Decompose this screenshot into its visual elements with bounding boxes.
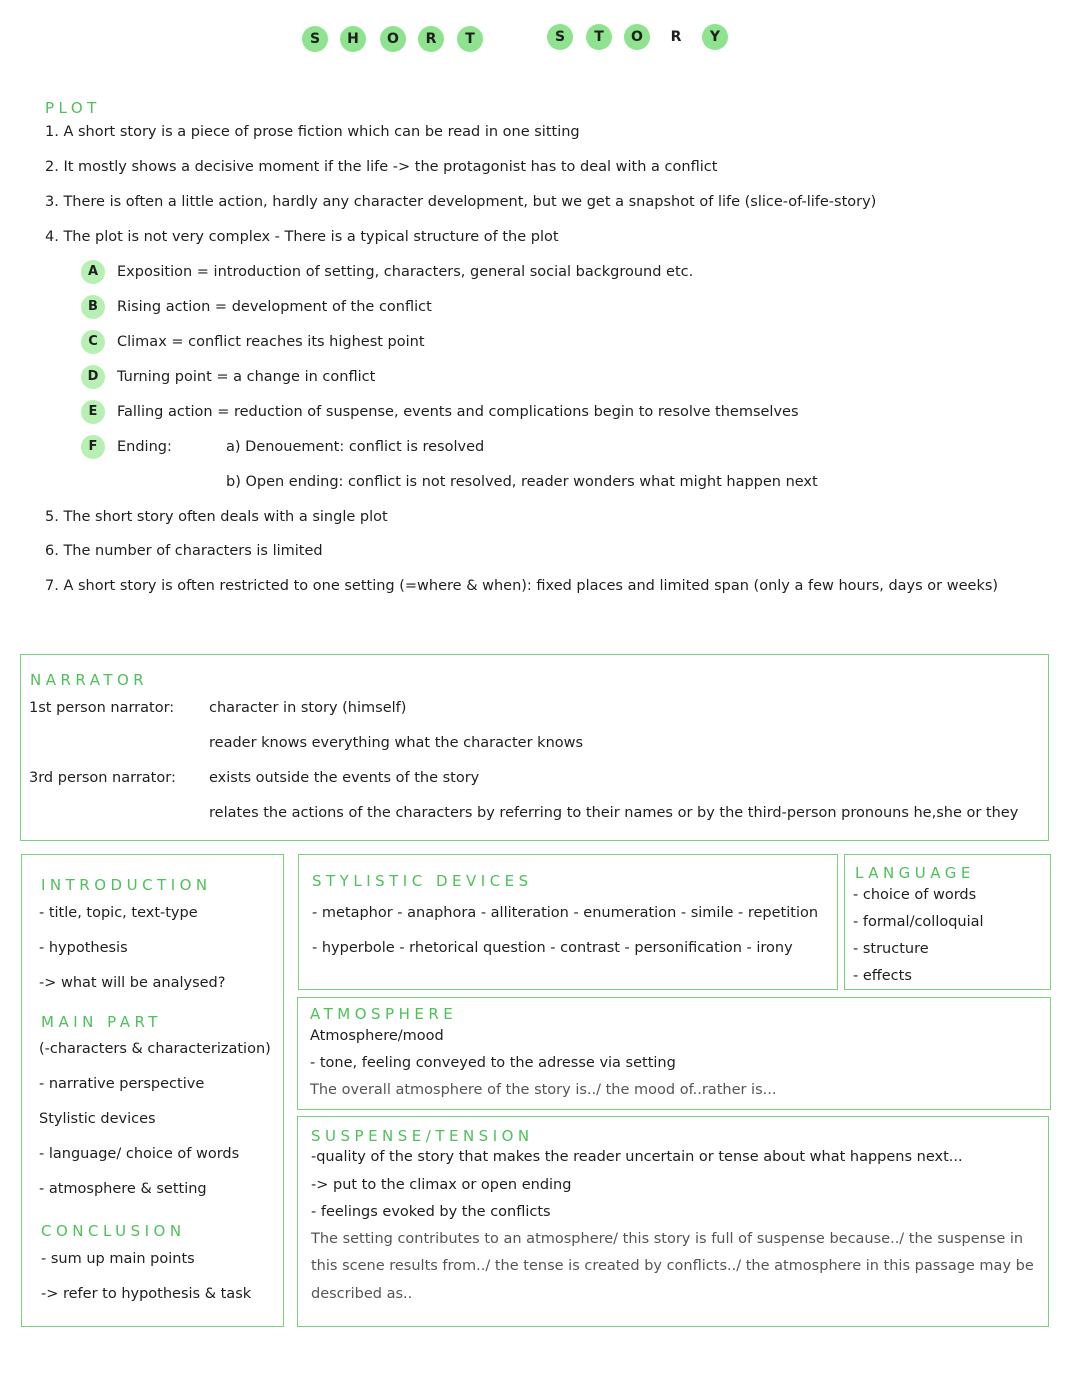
structure-item: Climax = conflict reaches its highest point [117,334,425,350]
language-heading: LANGUAGE [855,864,975,882]
structure-item: Falling action = reduction of suspense, events and complications begin to resolve themselves [117,404,799,420]
title-letter: O [624,24,650,50]
suspense-line: -> put to the climax or open ending [311,1177,572,1193]
plot-point: 7. A short story is often restricted to one setting (=where & when): fixed places and limited span (only a few hours, days or weeks) [45,578,999,594]
title-letter: H [340,26,366,52]
title-letter: O [380,26,406,52]
plot-point: 4. The plot is not very complex - There is a typical structure of the plot [45,229,559,245]
plot-point: 6. The number of characters is limited [45,543,323,559]
title-letter: S [302,26,328,52]
plot-heading: PLOT [45,99,101,117]
introduction-item: -> what will be analysed? [39,975,226,991]
title-letter: T [457,26,483,52]
structure-badge: F [81,435,105,459]
structure-item: Exposition = introduction of setting, characters, general social background etc. [117,264,694,280]
main-part-heading: MAIN PART [41,1013,162,1031]
structure-badge: B [81,295,105,319]
plot-point: 1. A short story is a piece of prose fiction which can be read in one sitting [45,124,580,140]
stylistic-devices-heading: STYLISTIC DEVICES [312,872,533,890]
first-person-desc: reader knows everything what the character knows [209,735,584,751]
introduction-item: - hypothesis [39,940,128,956]
suspense-heading: SUSPENSE/TENSION [311,1127,534,1145]
title-letter: R [670,29,682,45]
title-letter: T [586,24,612,50]
stylistic-devices-line: - metaphor - anaphora - alliteration - enumeration - simile - repetition [312,905,819,921]
main-part-item: (-characters & characterization) [39,1041,271,1057]
structure-item: Rising action = development of the conflict [117,299,432,315]
introduction-item: - title, topic, text-type [39,905,198,921]
introduction-heading: INTRODUCTION [41,876,212,894]
language-item: - choice of words [853,887,977,903]
structure-badge: D [81,365,105,389]
structure-badge: E [81,400,105,424]
third-person-desc: exists outside the events of the story [209,770,480,786]
third-person-label: 3rd person narrator: [29,770,176,786]
first-person-desc: character in story (himself) [209,700,407,716]
suspense-line: this scene results from../ the tense is created by conflicts../ the atmosphere in this passage may be [311,1258,1034,1274]
atmosphere-line: The overall atmosphere of the story is../ the mood of..rather is... [310,1082,777,1098]
structure-badge: C [81,330,105,354]
plot-point: 5. The short story often deals with a single plot [45,509,388,525]
language-item: - effects [853,968,912,984]
ending-b: b) Open ending: conflict is not resolved, reader wonders what might happen next [226,474,818,490]
conclusion-item: -> refer to hypothesis & task [41,1286,252,1302]
third-person-desc: relates the actions of the characters by referring to their names or by the third-person pronouns he,she or they [209,805,1019,821]
title-letter: S [547,24,573,50]
structure-item: Ending: [117,439,172,455]
plot-point: 2. It mostly shows a decisive moment if the life -> the protagonist has to deal with a conflict [45,159,718,175]
main-part-item: Stylistic devices [39,1111,156,1127]
first-person-label: 1st person narrator: [29,700,175,716]
atmosphere-heading: ATMOSPHERE [310,1005,458,1023]
language-item: - formal/colloquial [853,914,984,930]
plot-point: 3. There is often a little action, hardly any character development, but we get a snapshot of life (slice-of-life-story) [45,194,877,210]
main-part-item: - atmosphere & setting [39,1181,207,1197]
main-part-item: - language/ choice of words [39,1146,240,1162]
ending-a: a) Denouement: conflict is resolved [226,439,485,455]
atmosphere-line: Atmosphere/mood [310,1028,444,1044]
suspense-line: The setting contributes to an atmosphere/ this story is full of suspense because../ the suspense in [311,1231,1024,1247]
atmosphere-line: - tone, feeling conveyed to the adresse via setting [310,1055,676,1071]
suspense-line: - feelings evoked by the conflicts [311,1204,551,1220]
narrator-heading: NARRATOR [30,671,149,689]
language-item: - structure [853,941,929,957]
conclusion-item: - sum up main points [41,1251,195,1267]
conclusion-heading: CONCLUSION [41,1222,186,1240]
stylistic-devices-line: - hyperbole - rhetorical question - contrast - personification - irony [312,940,793,956]
main-part-item: - narrative perspective [39,1076,205,1092]
structure-badge: A [81,260,105,284]
structure-item: Turning point = a change in conflict [117,369,376,385]
title-letter: R [418,26,444,52]
title-letter: Y [702,24,728,50]
suspense-line: -quality of the story that makes the reader uncertain or tense about what happens next... [311,1149,963,1165]
suspense-line: described as.. [311,1286,413,1302]
